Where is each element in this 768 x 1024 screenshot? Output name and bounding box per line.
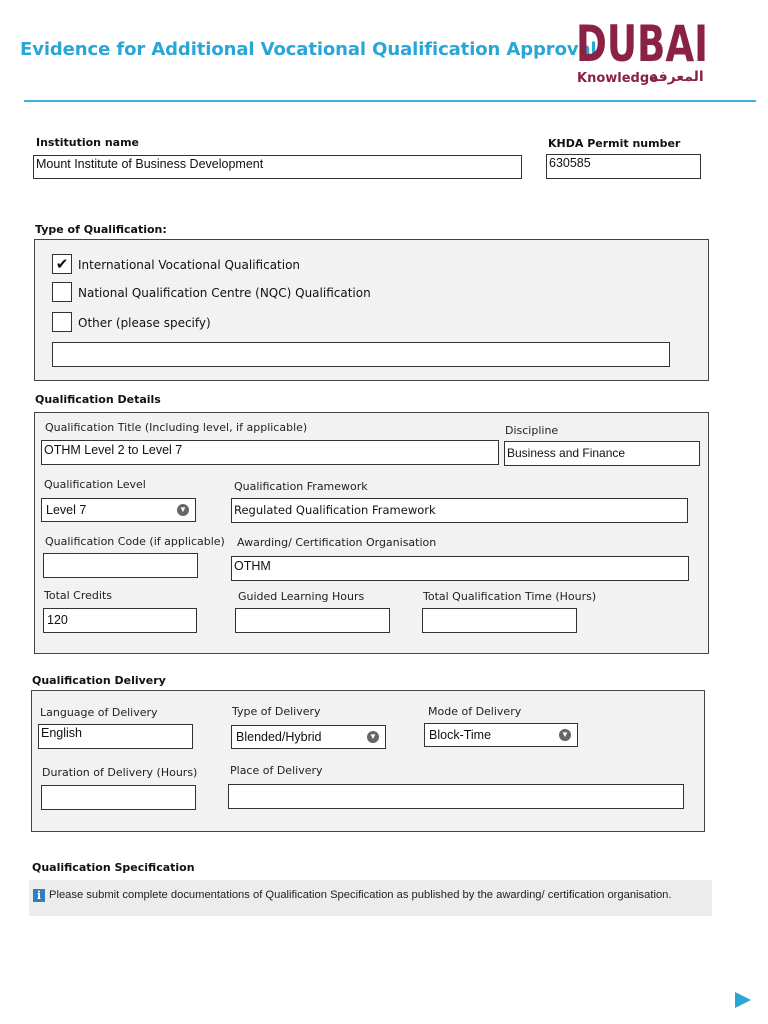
discipline-field[interactable]: Business and Finance: [504, 441, 700, 466]
qualification-framework-field[interactable]: Regulated Qualification Framework: [231, 498, 688, 523]
qualification-level-select[interactable]: [41, 498, 196, 522]
other-specify-field[interactable]: [52, 342, 670, 367]
mode-of-delivery-label: Mode of Delivery: [428, 705, 522, 718]
checkbox-label: International Vocational Qualification: [78, 258, 301, 272]
info-icon: i: [33, 889, 45, 902]
type-of-delivery-value: Blended/Hybrid: [236, 730, 322, 744]
total-credits-field[interactable]: 120: [43, 608, 197, 633]
place-of-delivery-field[interactable]: [228, 784, 684, 809]
mode-of-delivery-value: Block-Time: [429, 728, 492, 742]
qualification-code-label: Qualification Code (if applicable): [45, 535, 225, 548]
guided-learning-hours-field[interactable]: [235, 608, 390, 633]
type-of-delivery-label: Type of Delivery: [232, 705, 321, 718]
language-of-delivery-label: Language of Delivery: [40, 706, 158, 719]
awarding-organisation-label: Awarding/ Certification Organisation: [237, 536, 437, 549]
qualification-title-label: Qualification Title (Including level, if applicable): [45, 421, 308, 434]
institution-name-field[interactable]: Mount Institute of Business Development: [33, 155, 522, 179]
khda-permit-label: KHDA Permit number: [548, 137, 681, 150]
chevron-down-icon: ▼: [559, 729, 571, 741]
language-of-delivery-field[interactable]: English: [38, 724, 193, 749]
checkbox-international-vocational[interactable]: ✔: [52, 254, 72, 274]
dubai-logo-icon: [576, 15, 710, 73]
type-of-delivery-select[interactable]: [231, 725, 386, 749]
logo-word: DUBAI: [576, 15, 708, 73]
logo-arabic: المعرفة: [650, 69, 704, 85]
qualification-delivery-heading: Qualification Delivery: [32, 674, 166, 687]
next-page-arrow-icon[interactable]: [735, 992, 751, 1008]
chevron-down-icon: ▼: [367, 731, 379, 743]
duration-of-delivery-field[interactable]: [41, 785, 196, 810]
total-qualification-time-label: Total Qualification Time (Hours): [423, 590, 597, 603]
checkbox-label: Other (please specify): [78, 316, 211, 330]
mode-of-delivery-select[interactable]: [424, 723, 578, 747]
awarding-organisation-field[interactable]: OTHM: [231, 556, 689, 581]
guided-learning-hours-label: Guided Learning Hours: [238, 590, 365, 603]
place-of-delivery-label: Place of Delivery: [230, 764, 323, 777]
checkbox-nqc[interactable]: [52, 282, 72, 302]
checkbox-other[interactable]: [52, 312, 72, 332]
checkbox-label: National Qualification Centre (NQC) Qualification: [78, 286, 371, 300]
total-credits-label: Total Credits: [44, 589, 112, 602]
header-divider: [24, 100, 756, 102]
institution-name-label: Institution name: [36, 136, 140, 149]
total-qualification-time-field[interactable]: [422, 608, 577, 633]
qualification-type-heading: Type of Qualification:: [35, 223, 167, 236]
qualification-framework-label: Qualification Framework: [234, 480, 368, 493]
duration-of-delivery-label: Duration of Delivery (Hours): [42, 766, 198, 779]
page-title: Evidence for Additional Vocational Qualification Approval: [20, 39, 597, 60]
qualification-level-value: Level 7: [46, 503, 87, 517]
qualification-title-field[interactable]: OTHM Level 2 to Level 7: [41, 440, 499, 465]
qualification-level-label: Qualification Level: [44, 478, 146, 491]
specification-info-text: Please submit complete documentations of Qualification Specification as published by the awarding/ certification organisation.: [49, 889, 672, 901]
qualification-specification-heading: Qualification Specification: [32, 861, 195, 874]
chevron-down-icon: ▼: [177, 504, 189, 516]
logo-subtitle: Knowledge: [577, 71, 658, 86]
discipline-label: Discipline: [505, 424, 559, 437]
qualification-details-heading: Qualification Details: [35, 393, 161, 406]
qualification-code-field[interactable]: [43, 553, 198, 578]
khda-permit-field[interactable]: 630585: [546, 154, 701, 179]
